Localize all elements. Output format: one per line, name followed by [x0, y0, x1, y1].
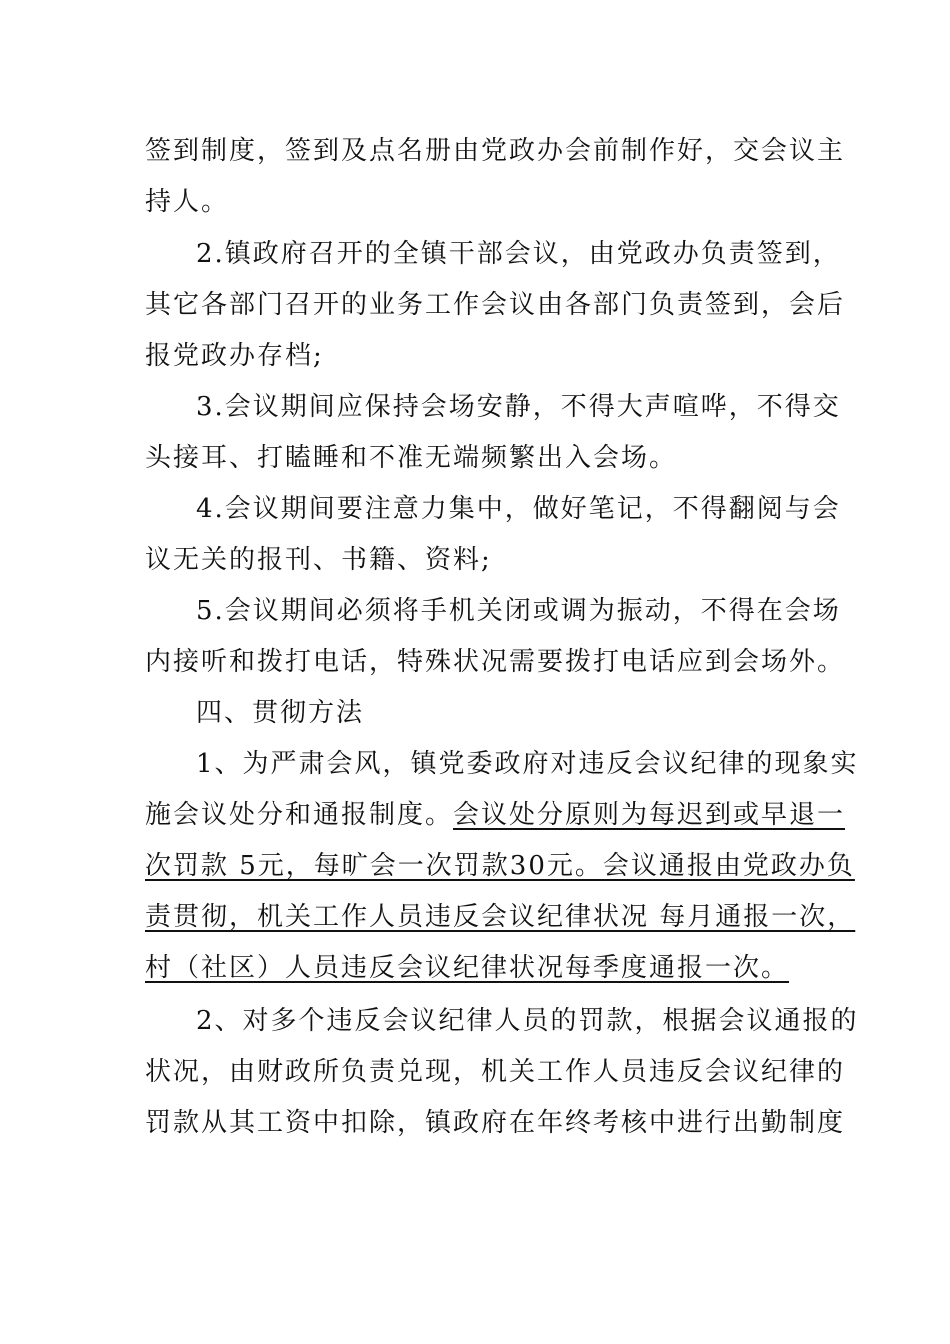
underlined-line: 次罚款 5元，每旷会一次罚款30元。会议通报由党政办负 — [145, 851, 855, 881]
text-line: 内接听和拨打电话，特殊状况需要拨打电话应到会场外。 — [145, 647, 846, 677]
underlined-line: 责贯彻，机关工作人员违反会议纪律状况 每月通报一次， — [145, 902, 856, 932]
text-line: 2、对多个违反会议纪律人员的罚款，根据会议通报的 — [196, 1006, 859, 1036]
section-heading: 四、贯彻方法 — [196, 698, 365, 728]
text-line: 其它各部门召开的业务工作会议由各部门负责签到，会后 — [145, 290, 846, 320]
text-line: 5.会议期间必须将手机关闭或调为振动，不得在会场 — [196, 596, 841, 626]
text-line: 3.会议期间应保持会场安静，不得大声喧哗，不得交 — [196, 392, 841, 422]
text-line: 状况，由财政所负责兑现，机关工作人员违反会议纪律的 — [145, 1057, 846, 1087]
text-line: 罚款从其工资中扣除，镇政府在年终考核中进行出勤制度 — [145, 1108, 846, 1138]
text-line: 1、为严肃会风，镇党委政府对违反会议纪律的现象实 — [196, 749, 859, 779]
underlined-line: 村（社区）人员违反会议纪律状况每季度通报一次。 — [145, 953, 790, 983]
text-line: 签到制度，签到及点名册由党政办会前制作好，交会议主 — [145, 136, 846, 166]
text-span: 施会议处分和通报制度。 — [145, 800, 454, 830]
text-line: 报党政办存档; — [145, 341, 324, 371]
text-line-mixed — [145, 795, 846, 835]
text-line: 2.镇政府召开的全镇干部会议，由党政办负责签到， — [196, 239, 841, 269]
text-line: 4.会议期间要注意力集中，做好笔记，不得翻阅与会 — [196, 494, 841, 524]
underlined-span: 会议处分原则为每迟到或早退一 — [453, 800, 846, 830]
text-line: 议无关的报刊、书籍、资料; — [145, 545, 492, 575]
text-line: 头接耳、打瞌睡和不准无端频繁出入会场。 — [145, 443, 678, 473]
text-line: 持人。 — [145, 187, 230, 217]
